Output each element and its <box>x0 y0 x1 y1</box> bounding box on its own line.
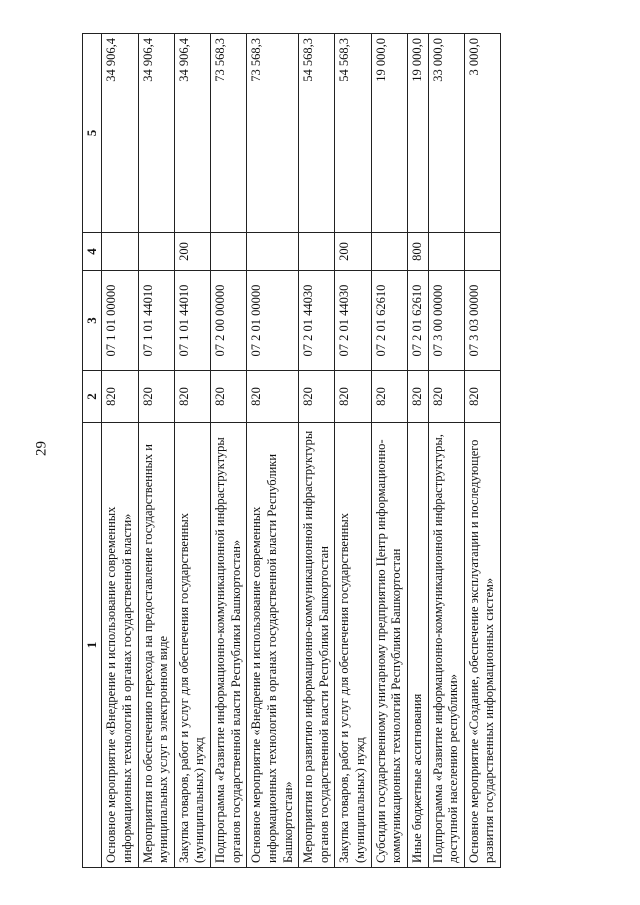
row-csr: 07 2 00 00000 <box>211 271 247 371</box>
row-name: Закупка товаров, работ и услуг для обеспечения государственных (муниципальных) нужд <box>174 423 210 868</box>
row-csr: 07 1 01 44010 <box>174 271 210 371</box>
header-col-3: 3 <box>83 271 102 371</box>
row-name: Основное мероприятие «Внедрение и использование современных информационных технологий в органах государственной власти Республики Башкортостан» <box>247 423 299 868</box>
page-number: 29 <box>33 441 50 456</box>
row-name: Мероприятия по развитию информационно-коммуникационной инфраструктуры органов государственной власти Республики Башкортостан <box>299 423 335 868</box>
row-sum: 3 000,0 <box>464 34 500 233</box>
row-sum: 73 568,3 <box>211 34 247 233</box>
table-row <box>138 34 174 868</box>
row-sum: 33 000,0 <box>428 34 464 233</box>
row-vr <box>299 233 335 271</box>
row-vr <box>102 233 138 271</box>
header-col-4: 4 <box>83 233 102 271</box>
row-sum: 19 000,0 <box>371 34 407 233</box>
table-row <box>464 34 500 868</box>
row-sum: 19 000,0 <box>407 34 428 233</box>
row-vr: 200 <box>335 233 371 271</box>
row-sum: 34 906,4 <box>102 34 138 233</box>
row-csr: 07 3 03 00000 <box>464 271 500 371</box>
table-header-row <box>83 34 102 868</box>
row-name: Подпрограмма «Развитие информационно-коммуникационной инфраструктуры, доступной населению республики» <box>428 423 464 868</box>
row-code: 820 <box>371 371 407 423</box>
table-row <box>407 34 428 868</box>
row-code: 820 <box>211 371 247 423</box>
row-code: 820 <box>299 371 335 423</box>
row-csr: 07 2 01 44030 <box>335 271 371 371</box>
row-name: Закупка товаров, работ и услуг для обеспечения государственных (муниципальных) нужд <box>335 423 371 868</box>
row-code: 820 <box>428 371 464 423</box>
row-code: 820 <box>464 371 500 423</box>
row-name: Мероприятия по обеспечению перехода на предоставление государственных и муниципальных услуг в электронном виде <box>138 423 174 868</box>
row-code: 820 <box>247 371 299 423</box>
row-csr: 07 2 01 44030 <box>299 271 335 371</box>
header-col-5: 5 <box>83 34 102 233</box>
table-row <box>211 34 247 868</box>
row-sum: 34 906,4 <box>138 34 174 233</box>
budget-table <box>82 33 501 868</box>
row-vr <box>464 233 500 271</box>
row-csr: 07 1 01 00000 <box>102 271 138 371</box>
table-row <box>428 34 464 868</box>
row-sum: 73 568,3 <box>247 34 299 233</box>
row-vr: 800 <box>407 233 428 271</box>
row-code: 820 <box>138 371 174 423</box>
row-vr <box>428 233 464 271</box>
table-row <box>174 34 210 868</box>
row-sum: 54 568,3 <box>299 34 335 233</box>
row-code: 820 <box>407 371 428 423</box>
header-col-1: 1 <box>83 423 102 868</box>
row-name: Основное мероприятие «Создание, обеспечение эксплуатации и последующего развития государственных информационных систем» <box>464 423 500 868</box>
row-vr <box>371 233 407 271</box>
row-csr: 07 2 01 00000 <box>247 271 299 371</box>
rotated-page-content <box>82 34 552 868</box>
table-row <box>335 34 371 868</box>
table-row <box>371 34 407 868</box>
row-vr <box>211 233 247 271</box>
row-code: 820 <box>174 371 210 423</box>
row-name: Иные бюджетные ассигнования <box>407 423 428 868</box>
row-vr: 200 <box>174 233 210 271</box>
row-name: Субсидии государственному унитарному предприятию Центр информационно-коммуникационных технологий Республики Башкортостан <box>371 423 407 868</box>
row-sum: 54 568,3 <box>335 34 371 233</box>
row-vr <box>247 233 299 271</box>
row-code: 820 <box>102 371 138 423</box>
row-sum: 34 906,4 <box>174 34 210 233</box>
table-row <box>299 34 335 868</box>
row-code: 820 <box>335 371 371 423</box>
table-row <box>247 34 299 868</box>
row-csr: 07 2 01 62610 <box>371 271 407 371</box>
table-row <box>102 34 138 868</box>
row-name: Подпрограмма «Развитие информационно-коммуникационной инфраструктуры органов государственной власти Республики Башкортостан» <box>211 423 247 868</box>
row-csr: 07 1 01 44010 <box>138 271 174 371</box>
header-col-2: 2 <box>83 371 102 423</box>
row-csr: 07 2 01 62610 <box>407 271 428 371</box>
row-csr: 07 3 00 00000 <box>428 271 464 371</box>
row-name: Основное мероприятие «Внедрение и использование современных информационных технологий в органах государственной власти» <box>102 423 138 868</box>
row-vr <box>138 233 174 271</box>
